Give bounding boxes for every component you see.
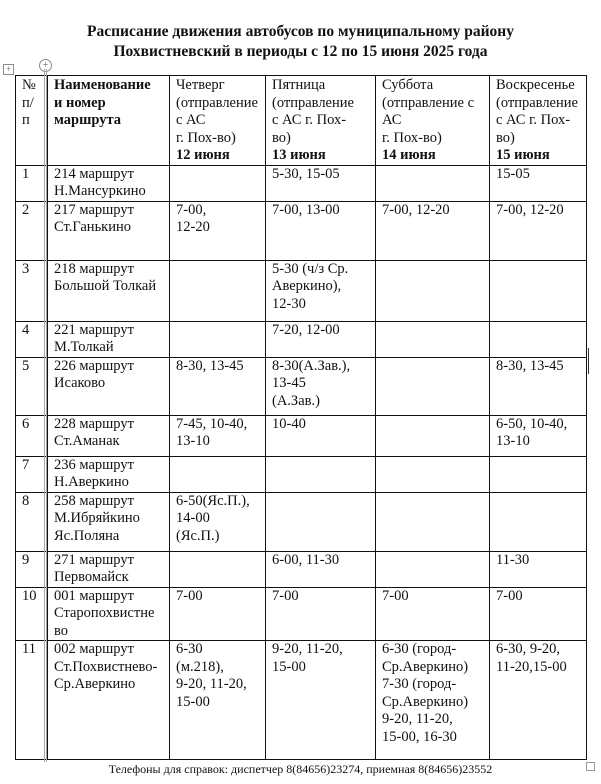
cell-line: 12-30 — [272, 295, 306, 312]
times-sunday — [490, 260, 587, 321]
cell-line: Ср.Аверкино — [54, 676, 136, 692]
cell-line: 002 маршрут — [54, 641, 134, 657]
cell-line: № — [22, 77, 36, 93]
cell-line: 5-30 (ч/з Ср. — [272, 260, 349, 277]
cell-line: 7-20, 12-00 — [272, 321, 340, 338]
times-sunday — [490, 587, 587, 641]
route-name — [48, 201, 170, 260]
title-line-1: Расписание движения автобусов по муниципальному району — [87, 23, 514, 40]
times-friday — [266, 321, 376, 357]
cell-line: 10-40 — [272, 415, 306, 432]
times-saturday — [376, 587, 490, 641]
cell-line: 6-30 (город- — [382, 641, 457, 657]
cell-line: Первомайск — [54, 569, 129, 585]
cell-line: (А.Зав.) — [272, 392, 320, 409]
cell-line: (отправление с — [382, 94, 475, 111]
route-name — [48, 415, 170, 456]
cell-line: 13-10 — [176, 433, 210, 449]
cell-line: 217 маршрут — [54, 201, 134, 218]
table-row — [16, 492, 587, 551]
cell-line: Ст.Аманак — [54, 433, 120, 449]
cell-line: 7-30 (город- — [382, 676, 457, 692]
row-number: 4 — [16, 321, 48, 357]
cell-line: 6-30 — [176, 641, 203, 657]
cell-line: М.Толкай — [54, 339, 114, 355]
row-number: 11 — [16, 641, 48, 760]
row-number: 5 — [16, 357, 48, 415]
cell-line: во — [54, 622, 68, 639]
row-number: 7 — [16, 456, 48, 492]
times-thursday — [170, 321, 266, 357]
cell-line: 001 маршрут — [54, 587, 134, 604]
cell-line: г. Пох-во) — [176, 129, 236, 146]
cell-line: 15-00 — [272, 658, 306, 675]
row-number: 9 — [16, 551, 48, 587]
cell-line: 214 маршрут — [54, 165, 134, 182]
table-handles — [0, 62, 601, 75]
document-title — [0, 0, 601, 62]
cell-line: Ст.Похвистнево- — [54, 658, 158, 675]
times-sunday — [490, 492, 587, 551]
cell-line: Исаково — [54, 375, 106, 391]
cell-line: 8-30, 13-45 — [496, 357, 564, 374]
footer-phones: Телефоны для справок: диспетчер 8(84656)23274, приемная 8(84656)23552 — [108, 762, 493, 776]
route-name — [48, 357, 170, 415]
route-name — [48, 456, 170, 492]
header-saturday — [376, 76, 490, 166]
cell-line: 9-20, 11-20, — [176, 676, 247, 692]
row-number: 3 — [16, 260, 48, 321]
cell-line: Ср.Аверкино) — [382, 693, 469, 710]
cell-line: 11-30 — [496, 551, 530, 568]
route-name — [48, 551, 170, 587]
times-saturday — [376, 551, 490, 587]
cell-line: Аверкино), — [272, 278, 342, 294]
row-number: 10 — [16, 587, 48, 641]
times-thursday — [170, 456, 266, 492]
cell-line: Большой Толкай — [54, 278, 157, 294]
times-thursday — [170, 165, 266, 201]
cell-line: (отправление — [496, 94, 578, 111]
add-column-icon[interactable]: + — [39, 59, 52, 72]
cell-line: 7-00 — [176, 587, 203, 604]
cell-line: 11-20,15-00 — [496, 658, 567, 675]
cell-line: (отправление — [272, 94, 354, 111]
cell-line: 13-45 — [272, 375, 306, 391]
times-saturday — [376, 321, 490, 357]
route-name — [48, 587, 170, 641]
cell-line: Яс.Поляна — [54, 527, 120, 544]
header-date: 14 июня — [382, 147, 436, 163]
times-saturday — [376, 415, 490, 456]
times-friday — [266, 415, 376, 456]
times-thursday — [170, 587, 266, 641]
schedule-table-wrap — [15, 75, 586, 760]
cell-line: 8-30(А.Зав.), — [272, 357, 351, 374]
times-friday — [266, 551, 376, 587]
times-saturday — [376, 357, 490, 415]
cell-line: Н.Мансуркино — [54, 183, 146, 199]
table-row — [16, 551, 587, 587]
cell-line: (м.218), — [176, 658, 224, 675]
cell-line: с АС — [176, 112, 206, 128]
times-friday — [266, 201, 376, 260]
times-thursday — [170, 641, 266, 760]
header-date: 15 июня — [496, 147, 550, 163]
cell-line: во) — [496, 129, 515, 146]
cell-line: 6-00, 11-30 — [272, 551, 340, 568]
cell-line: во) — [272, 129, 291, 146]
cell-line: 7-00 — [382, 587, 409, 604]
header-sunday — [490, 76, 587, 166]
cell-line: 9-20, 11-20, — [382, 711, 453, 727]
cell-line: 271 маршрут — [54, 551, 134, 568]
cell-line: Ст.Ганькино — [54, 219, 131, 235]
row-number: 2 — [16, 201, 48, 260]
cell-line: 15-00, 16-30 — [382, 728, 457, 745]
route-name — [48, 492, 170, 551]
cell-line: маршрута — [54, 112, 122, 128]
cell-line: 6-50(Яс.П.), — [176, 492, 250, 509]
cell-line: 228 маршрут — [54, 415, 134, 432]
schedule-table — [15, 75, 587, 760]
times-thursday — [170, 551, 266, 587]
route-name — [48, 641, 170, 760]
times-saturday — [376, 641, 490, 760]
cell-line: 226 маршрут — [54, 357, 134, 374]
table-row — [16, 357, 587, 415]
cell-line: Наименование — [54, 77, 151, 93]
times-thursday — [170, 201, 266, 260]
route-name — [48, 260, 170, 321]
cell-line: Ср.Аверкино) — [382, 658, 469, 675]
header-num — [16, 76, 48, 166]
cell-line: (Яс.П.) — [176, 527, 220, 544]
cell-line: 218 маршрут — [54, 260, 134, 277]
times-sunday — [490, 357, 587, 415]
cell-line: Воскресенье — [496, 77, 575, 93]
cell-line: (отправление — [176, 94, 258, 111]
end-of-cell-mark — [586, 762, 595, 771]
times-sunday — [490, 321, 587, 357]
times-sunday — [490, 641, 587, 760]
times-saturday — [376, 260, 490, 321]
times-saturday — [376, 165, 490, 201]
times-sunday — [490, 201, 587, 260]
row-number: 1 — [16, 165, 48, 201]
times-sunday — [490, 551, 587, 587]
cell-line: 15-05 — [496, 165, 530, 182]
table-row — [16, 641, 587, 760]
cell-line: и номер — [54, 94, 106, 111]
cell-line: 7-00, — [176, 201, 207, 218]
times-thursday — [170, 357, 266, 415]
cell-line: 6-50, 10-40, — [496, 415, 568, 432]
cell-line: 13-10 — [496, 433, 530, 449]
row-number: 8 — [16, 492, 48, 551]
cell-line: 12-20 — [176, 219, 210, 235]
row-number: 6 — [16, 415, 48, 456]
times-saturday — [376, 492, 490, 551]
times-friday — [266, 587, 376, 641]
times-thursday — [170, 415, 266, 456]
cell-line: с АС г. Пох- — [272, 112, 347, 128]
table-header-row — [16, 76, 587, 166]
times-sunday — [490, 415, 587, 456]
times-sunday — [490, 456, 587, 492]
route-name — [48, 321, 170, 357]
times-friday — [266, 456, 376, 492]
cell-line: Суббота — [382, 77, 434, 93]
table-row — [16, 587, 587, 641]
cell-line: 7-00, 13-00 — [272, 201, 340, 218]
cell-line: М.Ибряйкино — [54, 510, 140, 526]
title-line-2: Похвистневский в периоды с 12 по 15 июня 2025 года — [113, 43, 488, 60]
cell-line: 7-00, 12-20 — [496, 201, 564, 218]
cell-line: 236 маршрут — [54, 456, 134, 473]
times-friday — [266, 641, 376, 760]
cell-line: 7-00 — [272, 587, 299, 604]
cell-line: 7-45, 10-40, — [176, 415, 248, 432]
table-row — [16, 415, 587, 456]
revision-mark — [588, 348, 589, 374]
cell-line: п — [22, 112, 30, 128]
times-friday — [266, 165, 376, 201]
table-row — [16, 321, 587, 357]
cell-line: п/ — [22, 94, 34, 111]
cell-line: 221 маршрут — [54, 321, 134, 338]
cell-line: 258 маршрут — [54, 492, 134, 509]
cell-line: 7-00 — [496, 587, 523, 604]
table-row — [16, 201, 587, 260]
cell-line: Н.Аверкино — [54, 474, 129, 490]
cell-line: 15-00 — [176, 693, 210, 710]
times-saturday — [376, 456, 490, 492]
times-sunday — [490, 165, 587, 201]
table-move-handle-icon[interactable]: + — [3, 64, 14, 75]
header-friday — [266, 76, 376, 166]
times-friday — [266, 260, 376, 321]
table-row — [16, 165, 587, 201]
cell-line: г. Пох-во) — [382, 129, 442, 146]
route-name — [48, 165, 170, 201]
times-thursday — [170, 492, 266, 551]
cell-line: 14-00 — [176, 510, 210, 526]
cell-line: 5-30, 15-05 — [272, 165, 340, 182]
cell-line: 7-00, 12-20 — [382, 201, 450, 218]
times-saturday — [376, 201, 490, 260]
cell-line: 9-20, 11-20, — [272, 641, 343, 657]
header-thursday — [170, 76, 266, 166]
cell-line: АС — [382, 112, 402, 128]
header-date: 13 июня — [272, 147, 326, 163]
cell-line: 8-30, 13-45 — [176, 357, 244, 374]
times-thursday — [170, 260, 266, 321]
cell-line: Старопохвистне — [54, 605, 155, 621]
cell-line: Четверг — [176, 77, 225, 93]
header-route — [48, 76, 170, 166]
times-friday — [266, 492, 376, 551]
cell-line: 6-30, 9-20, — [496, 641, 561, 657]
times-friday — [266, 357, 376, 415]
cell-line: с АС г. Пох- — [496, 112, 571, 128]
cell-line: Пятница — [272, 77, 326, 93]
table-row — [16, 260, 587, 321]
header-date: 12 июня — [176, 147, 230, 163]
footer-row — [0, 760, 601, 777]
table-row — [16, 456, 587, 492]
